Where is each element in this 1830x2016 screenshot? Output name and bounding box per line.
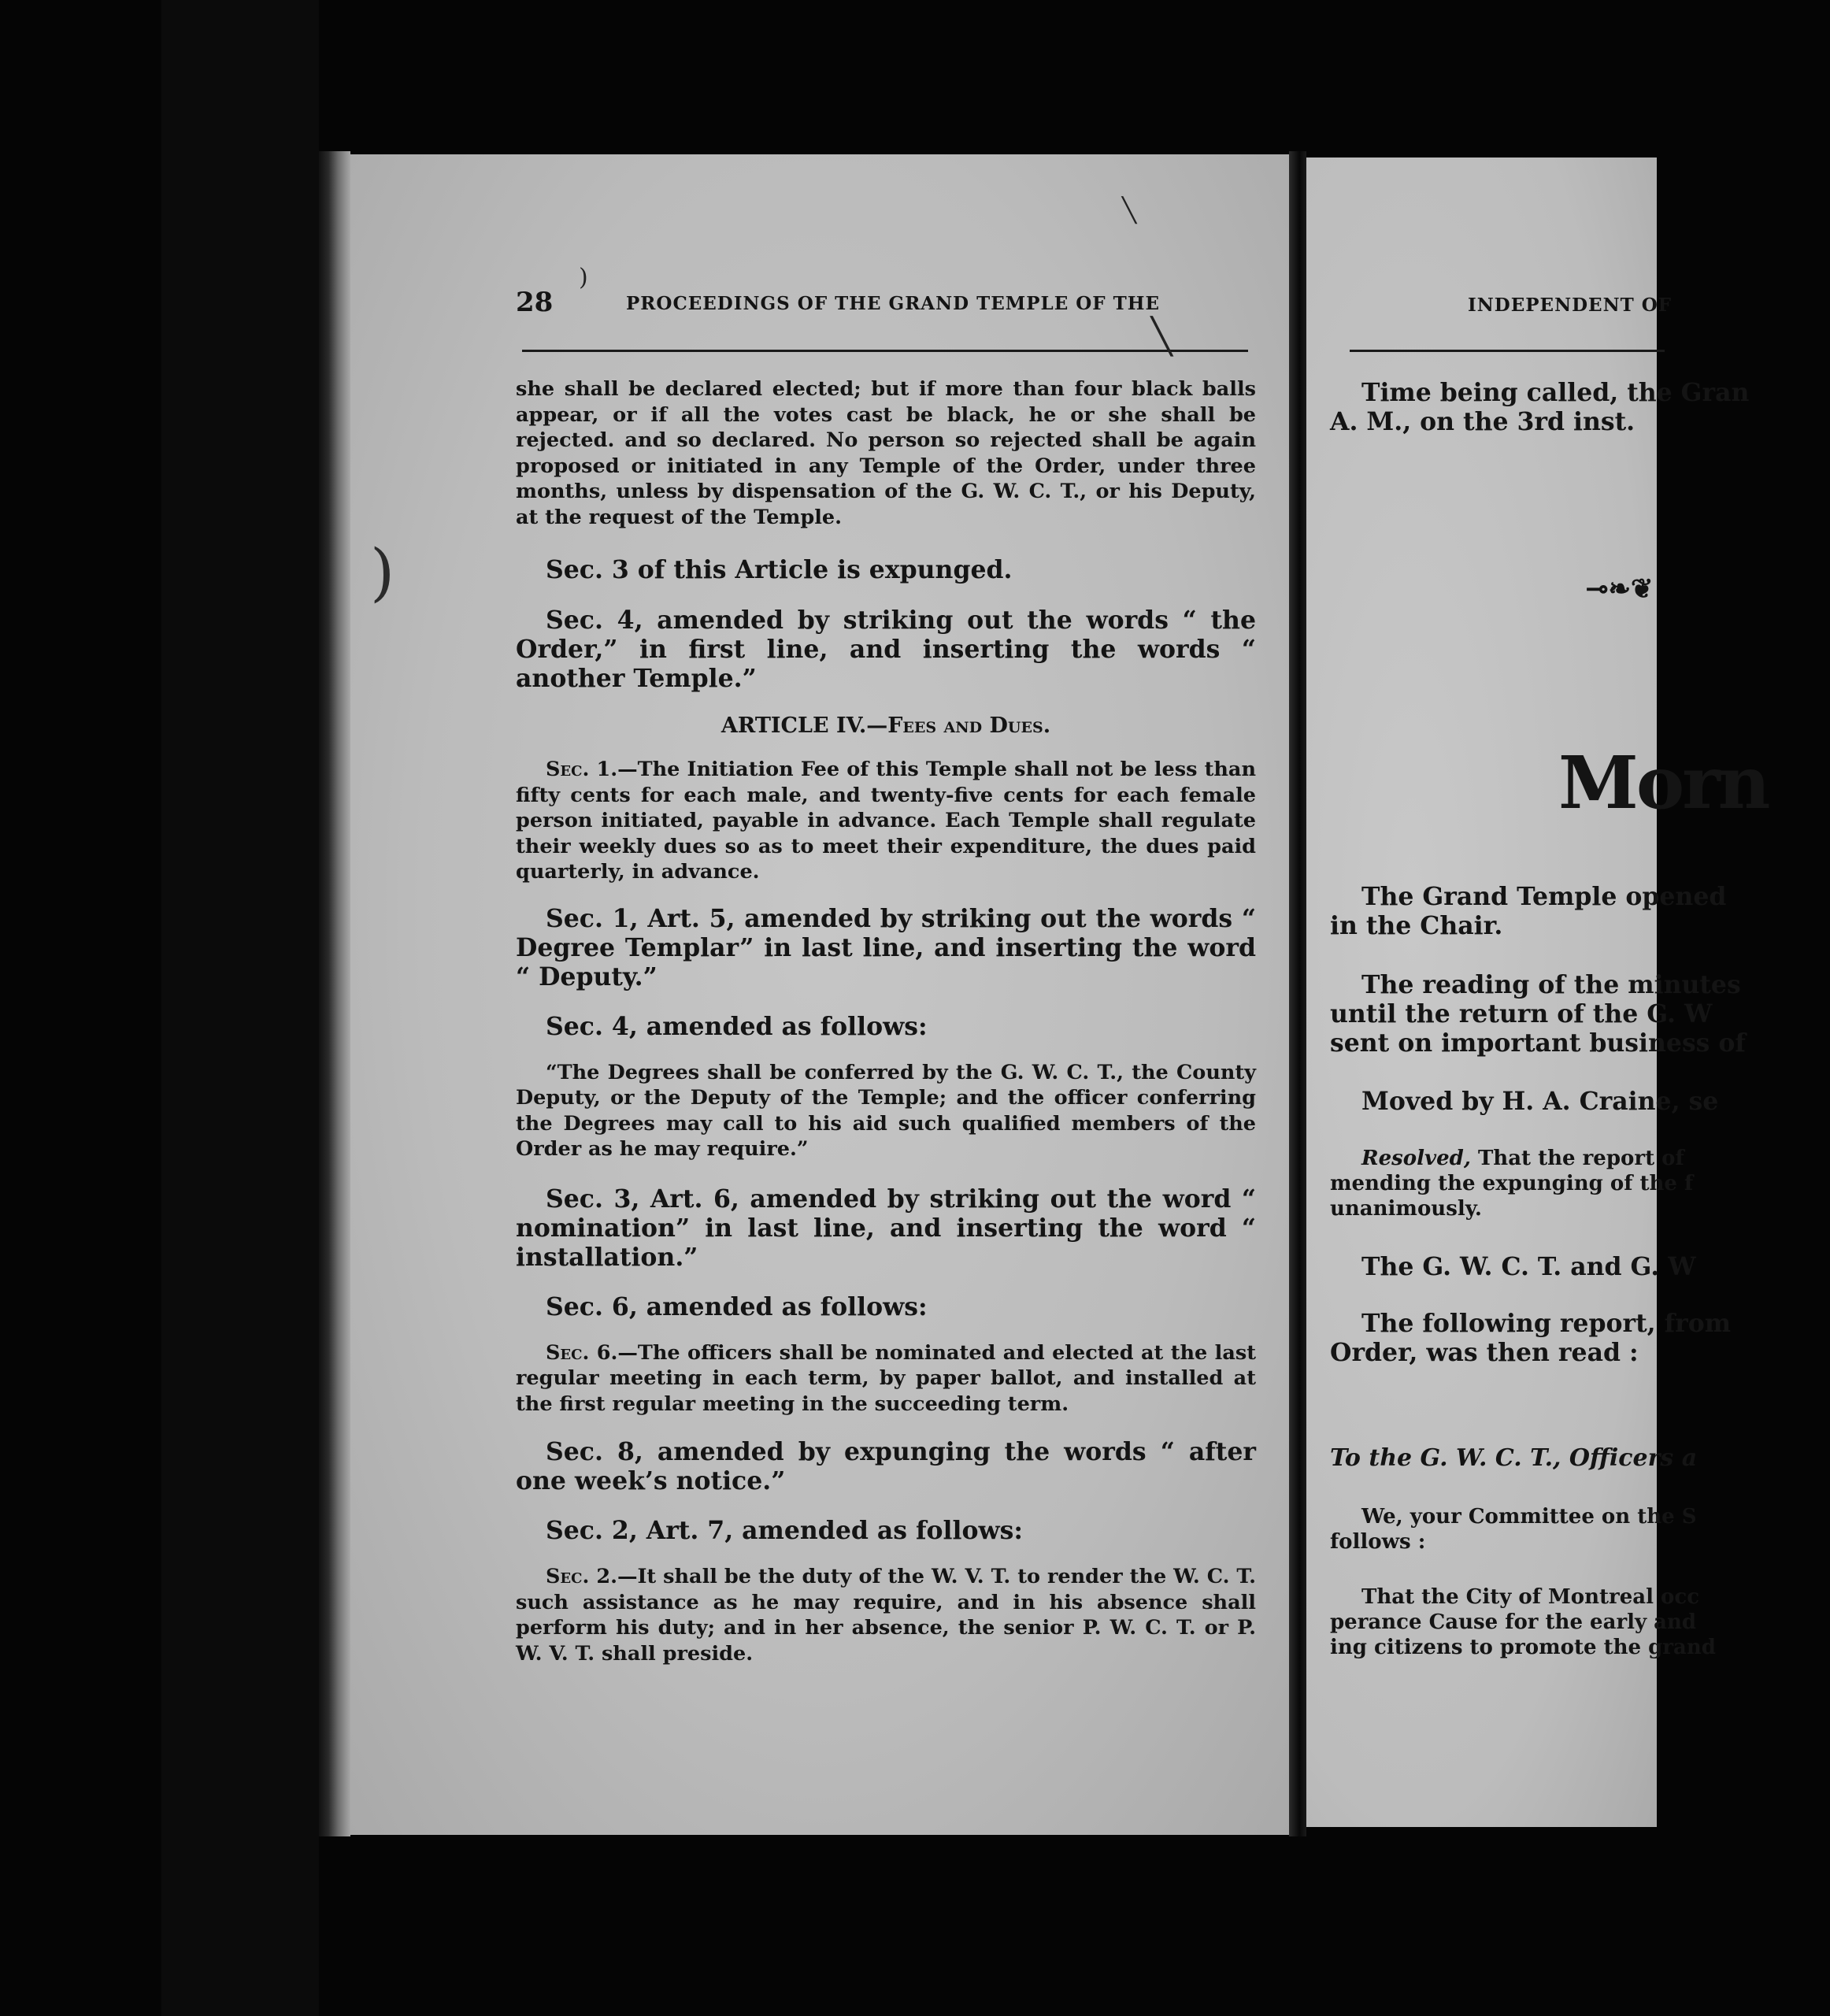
ornament-icon: ⊸❧❦ [1586, 573, 1654, 605]
stray-mark: ) [370, 536, 395, 609]
text-line: The G. W. C. T. and G. W [1361, 1252, 1696, 1281]
scan-background [161, 0, 319, 2016]
stray-mark: ╲ [1122, 197, 1137, 224]
book-gutter [1289, 151, 1306, 1836]
text-line: perance Cause for the early and [1330, 1610, 1697, 1634]
paragraph: Sec. 6, amended as follows: [546, 1292, 928, 1321]
paragraph: Sec. 4, amended by striking out the words “ the Order,” in first line, and inserting the words “ another Temple.” [516, 606, 1256, 693]
section-body: —It shall be the duty of the W. V. T. to render the W. C. T. such assistance as he may require, and in his absence shall perform his duty; and in her absence, the senior P. W. C. T. or P. W. V. T. shall preside. [516, 1565, 1256, 1666]
section-body: —The Initiation Fee of this Temple shall not be less than fifty cents for each male, and twenty-five cents for each female person initiated, payable in advance. Each Temple shall regulate their weekly dues so as to meet their expenditure, the dues paid quarterly, in advance. [516, 758, 1256, 884]
article-heading [516, 713, 1256, 738]
text-line: sent on important business of [1330, 1028, 1746, 1058]
left-running-head [516, 287, 1248, 318]
text-line: until the return of the G. W [1330, 999, 1713, 1028]
text-line: in the Chair. [1330, 911, 1503, 940]
section-body: —The officers shall be nominated and elected at the last regular meeting in each term, by paper ballot, and installed at the first regular meeting in the succeeding term. [516, 1340, 1256, 1416]
right-running-head: INDEPENDENT OF [1468, 295, 1673, 316]
running-head-title: PROCEEDINGS OF THE GRAND TEMPLE OF THE [626, 293, 1160, 314]
paragraph: Sec. 3, Art. 6, amended by striking out the word “ nomination” in last line, and inserting the word “ installation.” [516, 1184, 1256, 1272]
text-line: The reading of the minutes [1361, 970, 1741, 999]
text-line [1361, 1146, 1724, 1171]
text-line: We, your Committee on the S [1361, 1505, 1697, 1529]
header-rule [522, 350, 1248, 352]
stray-mark: ╲ [1151, 317, 1172, 357]
text-line: Moved by H. A. Craine, se [1361, 1087, 1719, 1116]
paragraph [516, 1340, 1256, 1418]
text-line: mending the expunging of the f [1330, 1172, 1694, 1195]
page-number: 28 [516, 287, 554, 318]
paragraph: Sec. 1, Art. 5, amended by striking out the words “ Degree Templar” in last line, and inserting the word “ Deputy.” [516, 903, 1256, 991]
right-page [1306, 158, 1769, 1827]
text-line: Time being called, the Gran [1361, 378, 1750, 407]
section-lead: Sec. 1. [546, 758, 618, 781]
text-line: That the City of Montreal occ [1361, 1585, 1700, 1609]
text-line: The following report, from [1361, 1309, 1732, 1338]
article-heading-sub: Fees and Dues. [887, 713, 1051, 738]
section-lead: Sec. 2. [546, 1565, 617, 1588]
paragraph: Sec. 2, Art. 7, amended as follows: [546, 1516, 1023, 1545]
paragraph: Sec. 4, amended as follows: [546, 1011, 928, 1041]
text-line: unanimously. [1330, 1197, 1482, 1221]
article-heading-main: ARTICLE IV.— [721, 713, 888, 738]
book-page-edges [319, 151, 350, 1836]
paragraph [516, 1564, 1256, 1666]
section-lead: Sec. 6. [546, 1340, 618, 1365]
italic-word: Resolved, [1361, 1147, 1471, 1170]
text-line: ing citizens to promote the grand [1330, 1636, 1716, 1659]
text-line: Order, was then read : [1330, 1338, 1639, 1367]
text-line: To the G. W. C. T., Officers a [1330, 1444, 1698, 1472]
text-line: A. M., on the 3rd inst. [1330, 407, 1636, 436]
stray-mark: ) [579, 264, 588, 291]
paragraph [516, 757, 1256, 885]
paragraph: she shall be declared elected; but if more than four black balls appear, or if all the votes cast be black, he or she shall be rejected. and so declared. No person so rejected shall be again proposed or initiated in any Temple of the Order, under three months, unless by dispensation of the G. W. C. T., or his Deputy, at the request of the Temple. [516, 377, 1256, 529]
paragraph: Sec. 3 of this Article is expunged. [546, 555, 1013, 584]
text-span: That the report of [1470, 1147, 1684, 1170]
text-line: The Grand Temple opened [1361, 882, 1727, 911]
paragraph: Sec. 8, amended by expunging the words “ after one week’s notice.” [516, 1437, 1256, 1495]
gothic-heading: Morn [1558, 740, 1769, 825]
paragraph: “The Degrees shall be conferred by the G. W. C. T., the County Deputy, or the Deputy of the Temple; and the officer conferring the Degrees may call to his aid such qualified members of the Order as he may require.” [516, 1060, 1256, 1161]
text-line: follows : [1330, 1530, 1426, 1554]
left-page-body [516, 376, 1256, 1666]
right-header-rule [1350, 350, 1665, 352]
